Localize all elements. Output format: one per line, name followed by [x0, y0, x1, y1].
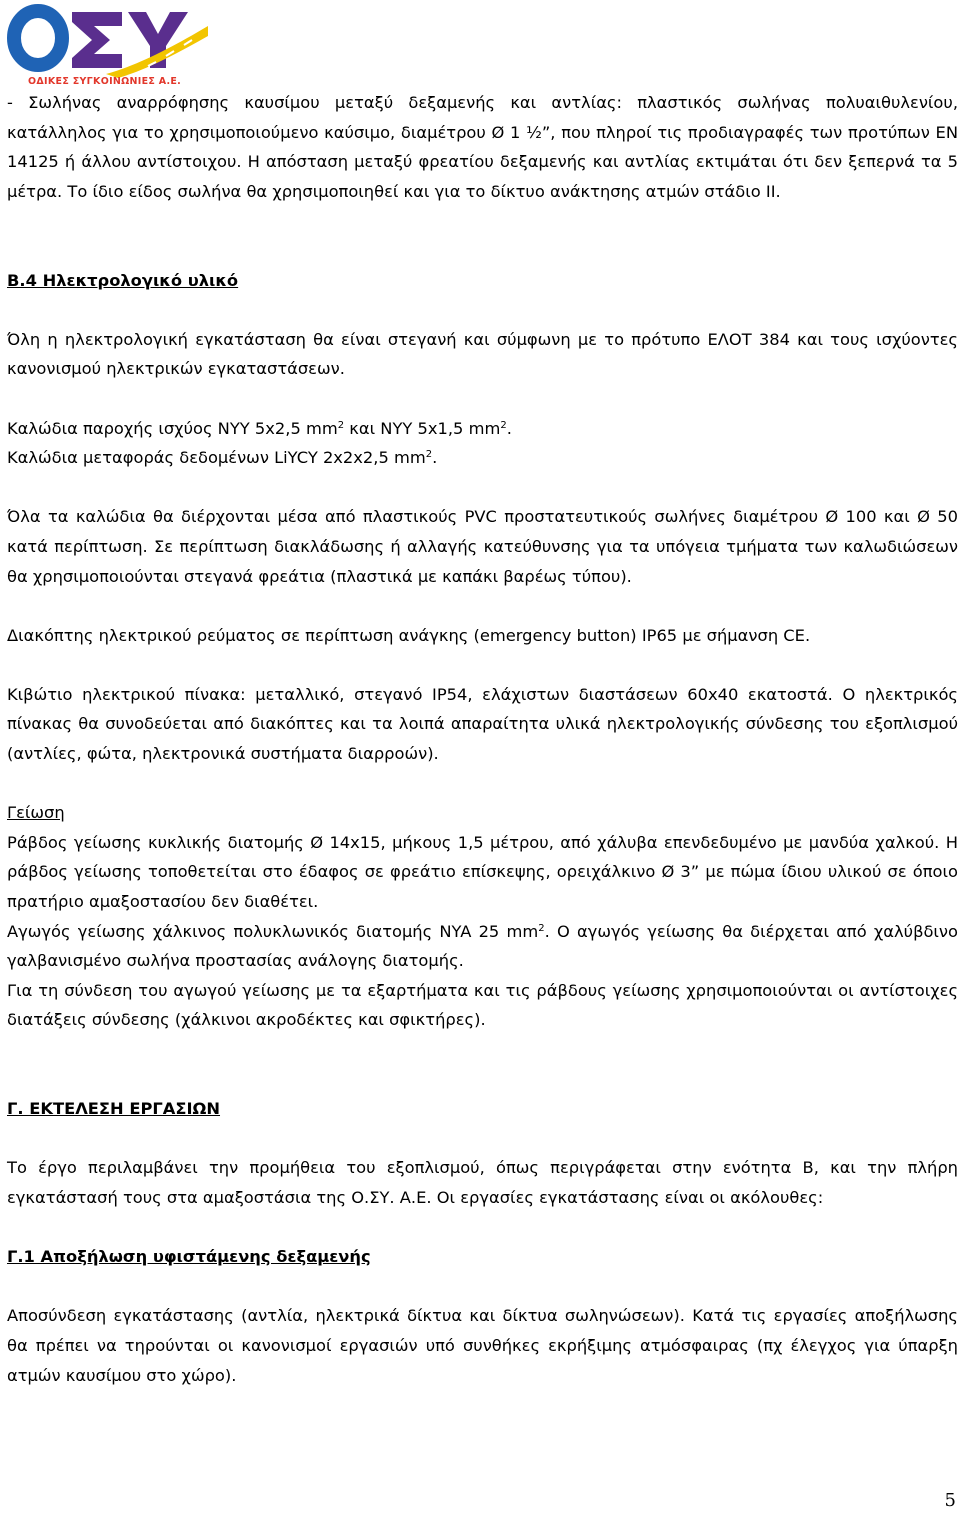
b4-paragraph-emergency-button: Διακόπτης ηλεκτρικού ρεύματος σε περίπτωση ανάγκης (emergency button) IP65 με σήμανση CE. [7, 625, 811, 645]
spacer [7, 473, 958, 503]
b4-paragraph-panel: Κιβώτιο ηλεκτρικού πίνακα: μεταλλικό, στεγανό IP54, ελάχιστων διαστάσεων 60x40 εκατοστά. Ο ηλεκτρικός πίνακας θα συνοδεύεται από διακόπτες και τα λοιπά απαραίτητα υλικά ηλεκτρολογικής σύνδεσης του εξοπλισμού (αντλίες, φώτα, ηλεκτρονικά συστήματα διαρροών). [7, 684, 958, 764]
data-cable-text: Καλώδια μεταφοράς δεδομένων LiYCY 2x2x2,5 mm [7, 448, 426, 468]
b4-data-cables [7, 443, 958, 473]
document-body [7, 88, 958, 1390]
power-cable-text-b: και NYY 5x1,5 mm [344, 418, 501, 438]
spacer [7, 1213, 958, 1243]
section-c-heading: Γ. ΕΚΤΕΛΕΣΗ ΕΡΓΑΣΙΩΝ [7, 1099, 221, 1119]
spacer [7, 1272, 958, 1302]
grounding-conductor-text-a: Αγωγός γείωσης χάλκινος πολυκλωνικός διατομής NYA 25 mm [7, 921, 539, 941]
superscript: 2 [425, 449, 433, 461]
osy-logo-mark [6, 2, 210, 78]
superscript: 2 [538, 922, 545, 934]
grounding-connection-paragraph: Για τη σύνδεση του αγωγού γείωσης με τα εξαρτήματα και τις ράβδους γείωσης χρησιμοποιούνται οι αντίστοιχες διατάξεις σύνδεσης (χάλκινοι ακροδέκτες και σφικτήρες). [7, 980, 958, 1030]
b4-paragraph-conduits: Όλα τα καλώδια θα διέρχονται μέσα από πλαστικούς PVC προστατευτικούς σωλήνες διαμέτρου Ø 100 και Ø 50 κατά περίπτωση. Σε περίπτωση διακλάδωσης ή αλλαγής κατεύθυνσης για τα υπόγεια τμήματα των καλωδιώσεων θα χρησιμοποιούνται στεγανά φρεάτια (πλαστικά με καπάκι βαρέως τύπου). [7, 507, 958, 586]
grounding-title: Γείωση [7, 803, 65, 823]
b4-paragraph-standards: Όλη η ηλεκτρολογική εγκατάσταση θα είναι στεγανή και σύμφωνη με το πρότυπο ΕΛΟΤ 384 και τους ισχύοντες κανονισμού ηλεκτρικών εγκαταστάσεων. [7, 329, 958, 379]
superscript: 2 [337, 419, 345, 431]
superscript: 2 [500, 419, 507, 431]
period: . [432, 448, 438, 468]
spacer [7, 1124, 958, 1154]
grounding-conductor-text-b: . Ο αγωγός γείωσης θα διέρχεται από χαλύβδινο γαλβανισμένο σωλήνα προστασίας ανάλογης διατομής. [7, 921, 958, 971]
b4-power-cables [7, 414, 958, 444]
grounding-conductor-paragraph [7, 917, 958, 976]
section-c1-paragraph: Αποσύνδεση εγκατάστασης (αντλία, ηλεκτρικά δίκτυα και δίκτυα σωληνώσεων). Κατά τις εργασίες αποξήλωσης θα πρέπει να τηρούνται οι κανονισμοί εργασιών υπό συνθήκες εκρήξιμης ατμόσφαιρας (πχ έλεγχος για ύπαρξη ατμών καυσίμου στο χώρο). [7, 1306, 958, 1385]
period: . [506, 418, 512, 438]
section-b4-heading: Β.4 Ηλεκτρολογικό υλικό [7, 270, 239, 290]
spacer [7, 1035, 958, 1094]
section-c-paragraph: Το έργο περιλαμβάνει την προμήθεια του εξοπλισμού, όπως περιγράφεται στην ενότητα Β, και την πλήρη εγκατάστασή τους στα αμαξοστάσια της Ο.ΣΥ. Α.Ε. Οι εργασίες εγκατάστασης είναι οι ακόλουθες: [7, 1158, 958, 1207]
spacer [7, 650, 958, 680]
intro-paragraph: - Σωλήνας αναρρόφησης καυσίμου μεταξύ δεξαμενής και αντλίας: πλαστικός σωλήνας πολυαιθυλενίου, κατάλληλος για το χρησιμοποιούμενο καύσιμο, διαμέτρου Ø 1 ½”, που πληροί τις προδιαγραφές των προτύπων EN 14125 ή άλλου αντίστοιχου. Η απόσταση μεταξύ φρεατίου δεξαμενής και αντλίας εκτιμάται ότι δεν ξεπερνά τα 5 μέτρα. Το ίδιο είδος σωλήνα θα χρησιμοποιηθεί και για το δίκτυο ανάκτησης ατμών στάδιο II. [7, 93, 958, 201]
logo-caption: ΟΔΙΚΕΣ ΣΥΓΚΟΙΝΩΝΙΕΣ Α.Ε. [28, 76, 182, 87]
grounding-rod-paragraph: Ράβδος γείωσης κυκλικής διατομής Ø 14x15, μήκους 1,5 μέτρου, από χάλυβα επενδεδυμένο με μανδύα χαλκού. Η ράβδος γείωσης τοποθετείται στο έδαφος σε φρεάτιο επίσκεψης, ορειχάλκινο Ø 3” με πώμα ίδιου υλικού σε όποιο πρατήριο αμαξοστασίου δεν διαθέτει. [7, 832, 958, 912]
power-cable-text-a: Καλώδια παροχής ισχύος NYY 5x2,5 mm [7, 418, 338, 438]
spacer [7, 769, 958, 799]
spacer [7, 591, 958, 621]
spacer [7, 384, 958, 414]
spacer [7, 295, 958, 325]
page-number: 5 [944, 1490, 956, 1511]
company-logo [6, 2, 210, 90]
section-c1-heading: Γ.1 Αποξήλωση υφιστάμενης δεξαμενής [7, 1247, 371, 1267]
spacer [7, 206, 958, 265]
